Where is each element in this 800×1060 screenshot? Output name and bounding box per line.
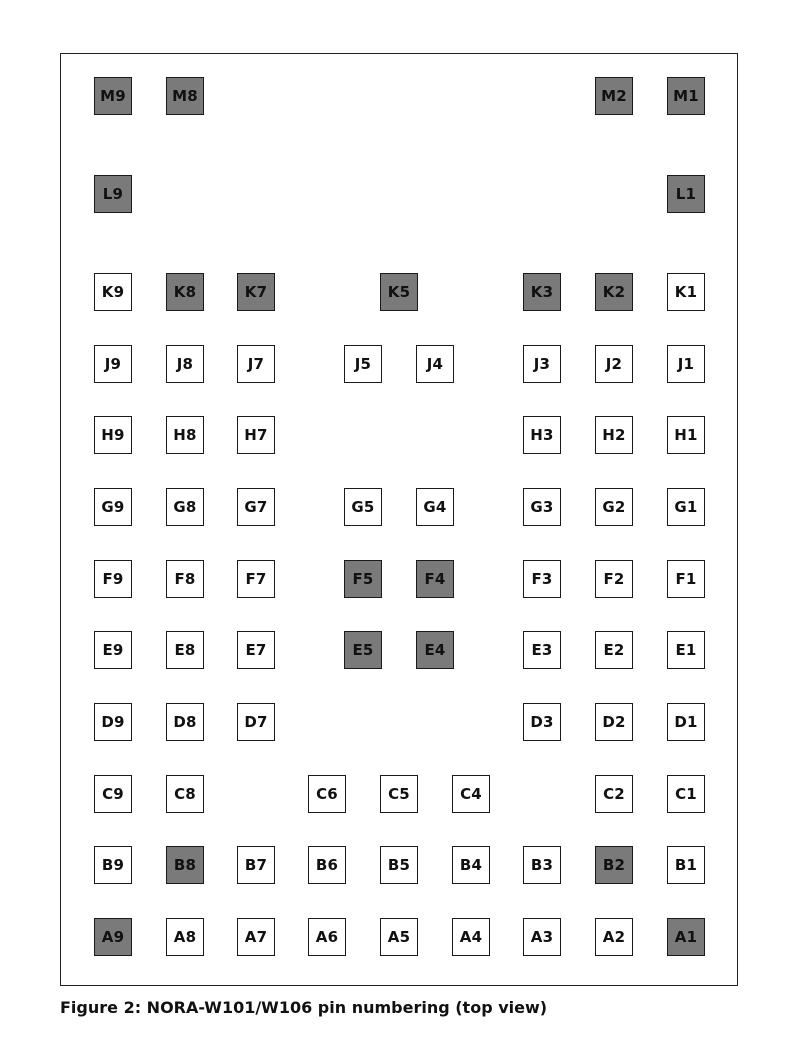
pin-e2: E2 <box>595 631 633 669</box>
pin-a7: A7 <box>237 918 275 956</box>
pin-f8: F8 <box>166 560 204 598</box>
pin-b5: B5 <box>380 846 418 884</box>
pin-e5: E5 <box>344 631 382 669</box>
pin-b4: B4 <box>452 846 490 884</box>
pin-f7: F7 <box>237 560 275 598</box>
pin-d9: D9 <box>94 703 132 741</box>
pin-h1: H1 <box>667 416 705 454</box>
pin-a9: A9 <box>94 918 132 956</box>
pin-a1: A1 <box>667 918 705 956</box>
pin-m1: M1 <box>667 77 705 115</box>
pin-b9: B9 <box>94 846 132 884</box>
pin-e3: E3 <box>523 631 561 669</box>
pin-m8: M8 <box>166 77 204 115</box>
pin-b8: B8 <box>166 846 204 884</box>
pin-k9: K9 <box>94 273 132 311</box>
pin-e1: E1 <box>667 631 705 669</box>
pin-f1: F1 <box>667 560 705 598</box>
pin-c6: C6 <box>308 775 346 813</box>
pin-d1: D1 <box>667 703 705 741</box>
pin-c1: C1 <box>667 775 705 813</box>
pin-g8: G8 <box>166 488 204 526</box>
pin-g1: G1 <box>667 488 705 526</box>
pin-j9: J9 <box>94 345 132 383</box>
pin-k7: K7 <box>237 273 275 311</box>
pin-j4: J4 <box>416 345 454 383</box>
pin-f9: F9 <box>94 560 132 598</box>
pin-a8: A8 <box>166 918 204 956</box>
pin-h7: H7 <box>237 416 275 454</box>
pin-h2: H2 <box>595 416 633 454</box>
pin-h8: H8 <box>166 416 204 454</box>
pin-b6: B6 <box>308 846 346 884</box>
pin-j1: J1 <box>667 345 705 383</box>
pin-b1: B1 <box>667 846 705 884</box>
pin-e8: E8 <box>166 631 204 669</box>
pin-b2: B2 <box>595 846 633 884</box>
pin-a2: A2 <box>595 918 633 956</box>
pin-b3: B3 <box>523 846 561 884</box>
pin-b7: B7 <box>237 846 275 884</box>
pin-j8: J8 <box>166 345 204 383</box>
pin-diagram-frame <box>60 53 738 986</box>
pin-a6: A6 <box>308 918 346 956</box>
pin-d3: D3 <box>523 703 561 741</box>
pin-a3: A3 <box>523 918 561 956</box>
pin-k8: K8 <box>166 273 204 311</box>
pin-g4: G4 <box>416 488 454 526</box>
pin-j2: J2 <box>595 345 633 383</box>
pin-d7: D7 <box>237 703 275 741</box>
pin-c2: C2 <box>595 775 633 813</box>
pin-j3: J3 <box>523 345 561 383</box>
pin-a5: A5 <box>380 918 418 956</box>
pin-e7: E7 <box>237 631 275 669</box>
pin-e4: E4 <box>416 631 454 669</box>
pin-m2: M2 <box>595 77 633 115</box>
pin-m9: M9 <box>94 77 132 115</box>
pin-k3: K3 <box>523 273 561 311</box>
pin-f2: F2 <box>595 560 633 598</box>
pin-k2: K2 <box>595 273 633 311</box>
pin-k1: K1 <box>667 273 705 311</box>
pin-j5: J5 <box>344 345 382 383</box>
figure-caption: Figure 2: NORA-W101/W106 pin numbering (top view) <box>60 998 548 1017</box>
pin-c5: C5 <box>380 775 418 813</box>
pin-h9: H9 <box>94 416 132 454</box>
pin-e9: E9 <box>94 631 132 669</box>
pin-c9: C9 <box>94 775 132 813</box>
pin-d8: D8 <box>166 703 204 741</box>
pin-h3: H3 <box>523 416 561 454</box>
pin-c4: C4 <box>452 775 490 813</box>
pin-g9: G9 <box>94 488 132 526</box>
pin-f3: F3 <box>523 560 561 598</box>
pin-g5: G5 <box>344 488 382 526</box>
pin-k5: K5 <box>380 273 418 311</box>
pin-a4: A4 <box>452 918 490 956</box>
pin-g3: G3 <box>523 488 561 526</box>
pin-f4: F4 <box>416 560 454 598</box>
pin-j7: J7 <box>237 345 275 383</box>
pin-g7: G7 <box>237 488 275 526</box>
pin-f5: F5 <box>344 560 382 598</box>
pin-l9: L9 <box>94 175 132 213</box>
pin-c8: C8 <box>166 775 204 813</box>
pin-l1: L1 <box>667 175 705 213</box>
pin-g2: G2 <box>595 488 633 526</box>
pin-d2: D2 <box>595 703 633 741</box>
